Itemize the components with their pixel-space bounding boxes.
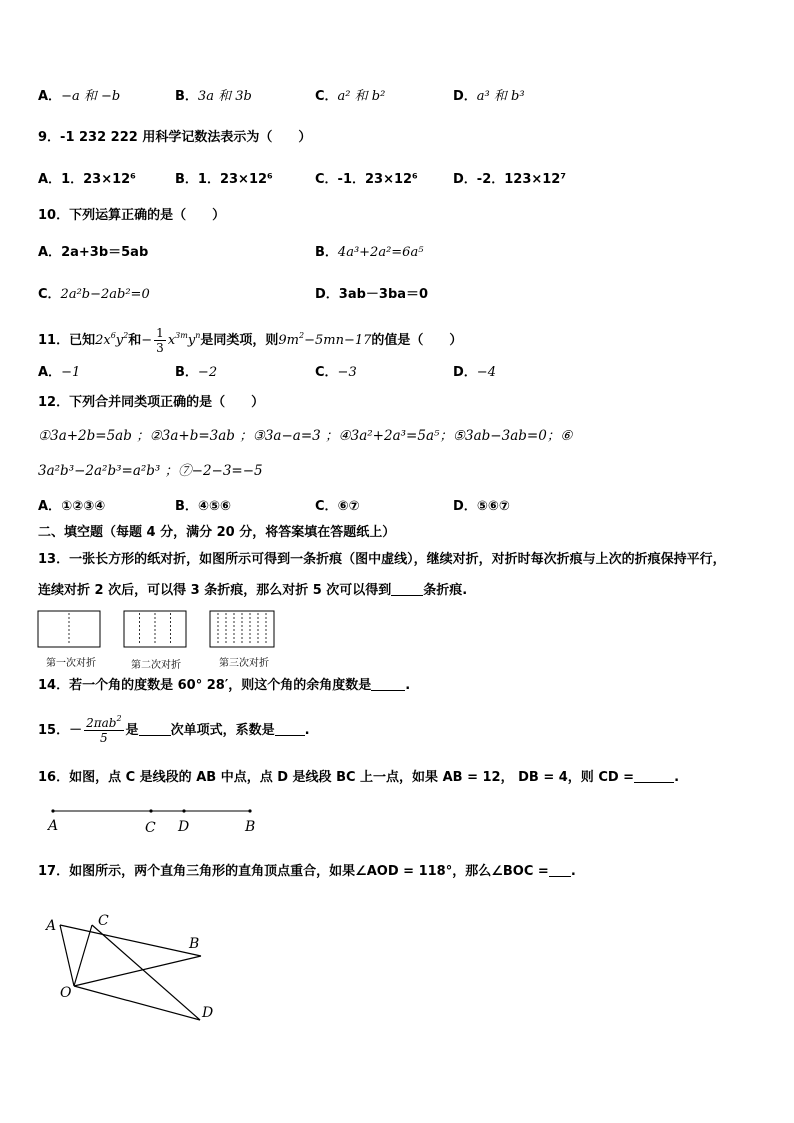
caption-fold-3: 第三次对折: [219, 658, 269, 669]
label-d: D: [178, 819, 190, 835]
caption-fold-1: 第一次对折: [46, 658, 96, 669]
q16-answer-blank[interactable]: [634, 782, 674, 783]
q15-coefficient-blank[interactable]: [275, 735, 305, 736]
q11-option-a: A．−1: [38, 365, 81, 380]
point-a: [51, 809, 54, 812]
point-d: [182, 809, 185, 812]
label-o: O: [60, 985, 72, 1001]
q16-stem: 16．如图，点 C 是线段的 AB 中点，点 D 是线段 BC 上一点，如果 AB = 12， DB = 4，则 CD = .: [38, 770, 680, 785]
q12-option-a: A．①②③④: [38, 499, 106, 514]
q9-option-b: B．1．23×12⁶: [175, 172, 273, 187]
label-a: A: [48, 818, 59, 834]
q11-option-b: B．−2: [175, 365, 218, 380]
point-b: [248, 809, 251, 812]
q11-expression: $9m^2-5mn-17$: [278, 331, 372, 348]
q11-term1: $2x^6y^2$: [95, 331, 129, 348]
q8-option-b: B．3a 和 3b: [175, 89, 252, 104]
label-d: D: [202, 1005, 214, 1021]
q8-option-d: D．a³ 和 b³: [453, 89, 525, 104]
segment-co: [74, 925, 92, 986]
q15-stem: 15．－ $\frac{2\pi ab^2}{5}$ 是 次单项式，系数是 .: [38, 714, 310, 745]
q8-option-c: C．a² 和 b²: [315, 89, 386, 104]
q12-option-d: D．⑤⑥⑦: [453, 499, 510, 514]
q16-segment-diagram: [40, 802, 270, 838]
q17-stem: 17．如图所示，两个直角三角形的直角顶点重合，如果∠AOD = 118°，那么∠BOC = .: [38, 864, 576, 879]
q13-answer-blank[interactable]: [391, 595, 423, 596]
q14-answer-blank[interactable]: [371, 690, 405, 691]
label-c: C: [145, 820, 156, 836]
q17-answer-blank[interactable]: [549, 876, 571, 877]
q10-stem: 10．下列运算正确的是（ ）: [38, 208, 226, 223]
q12-option-b: B．④⑤⑥: [175, 499, 231, 514]
segment-ab: [60, 925, 201, 956]
label-b: B: [245, 819, 256, 835]
q9-stem: 9．-1 232 222 用科学记数法表示为（ ）: [38, 130, 312, 145]
q10-option-c: C．2a²b−2ab²=0: [38, 287, 150, 302]
q9-option-a: A．1．23×12⁶: [38, 172, 136, 187]
q9-option-d: D．-2．123×12⁷: [453, 172, 567, 187]
q12-stem: 12．下列合并同类项正确的是（ ）: [38, 395, 265, 410]
q12-option-c: C．⑥⑦: [315, 499, 360, 514]
q11-stem: 11．已知$2x^6y^2$和− $\frac{1}{3}$ $x^{3m}y^n$是同类项，则$9m^2-5mn-17$的值是（ ）: [38, 326, 463, 355]
fold-lines: [69, 613, 266, 645]
q10-option-a: A．2a+3b＝5ab: [38, 245, 149, 260]
segment-ob: [74, 956, 201, 986]
section-heading: 二、填空题（每题 4 分，满分 20 分，将答案填在答题纸上）: [38, 525, 396, 540]
caption-fold-2: 第二次对折: [131, 660, 181, 671]
q15-degree-blank[interactable]: [139, 735, 171, 736]
label-b: B: [189, 936, 200, 952]
point-c: [149, 809, 152, 812]
q15-fraction: $\frac{2\pi ab^2}{5}$: [86, 714, 122, 745]
q17-triangle-diagram: [40, 905, 230, 1030]
label-a: A: [46, 918, 57, 934]
segment-ao: [60, 925, 74, 986]
q11-term2: − $\frac{1}{3}$ $x^{3m}y^n$: [141, 326, 201, 355]
q12-items-line2: 3a²b³−2a²b³=a²b³ ；⑦−2−3=−5: [38, 463, 263, 479]
q10-option-b: B．4a³+2a²=6a⁵: [315, 245, 424, 260]
q14-stem: 14．若一个角的度数是 60° 28′，则这个角的余角度数是 .: [38, 678, 411, 693]
q11-option-d: D．−4: [453, 365, 496, 380]
q9-option-c: C．-1．23×12⁶: [315, 172, 418, 187]
label-c: C: [98, 913, 109, 929]
q13-line1: 13．一张长方形的纸对折，如图所示可得到一条折痕（图中虚线），继续对折，对折时每次折痕与上次的折痕保持平行，: [38, 552, 726, 567]
q13-line2: 连续对折 2 次后，可以得 3 条折痕，那么对折 5 次可以得到 条折痕.: [38, 583, 468, 598]
q8-option-a: A．−a 和 −b: [38, 89, 121, 104]
q10-option-d: D．3ab－3ba＝0: [315, 287, 429, 302]
q12-items-line1: ①3a+2b=5ab ；②3a+b=3ab ；③3a−a=3 ；④3a²+2a³=5a⁵；⑤3ab−3ab=0；⑥: [38, 428, 573, 444]
q11-option-c: C．−3: [315, 365, 357, 380]
